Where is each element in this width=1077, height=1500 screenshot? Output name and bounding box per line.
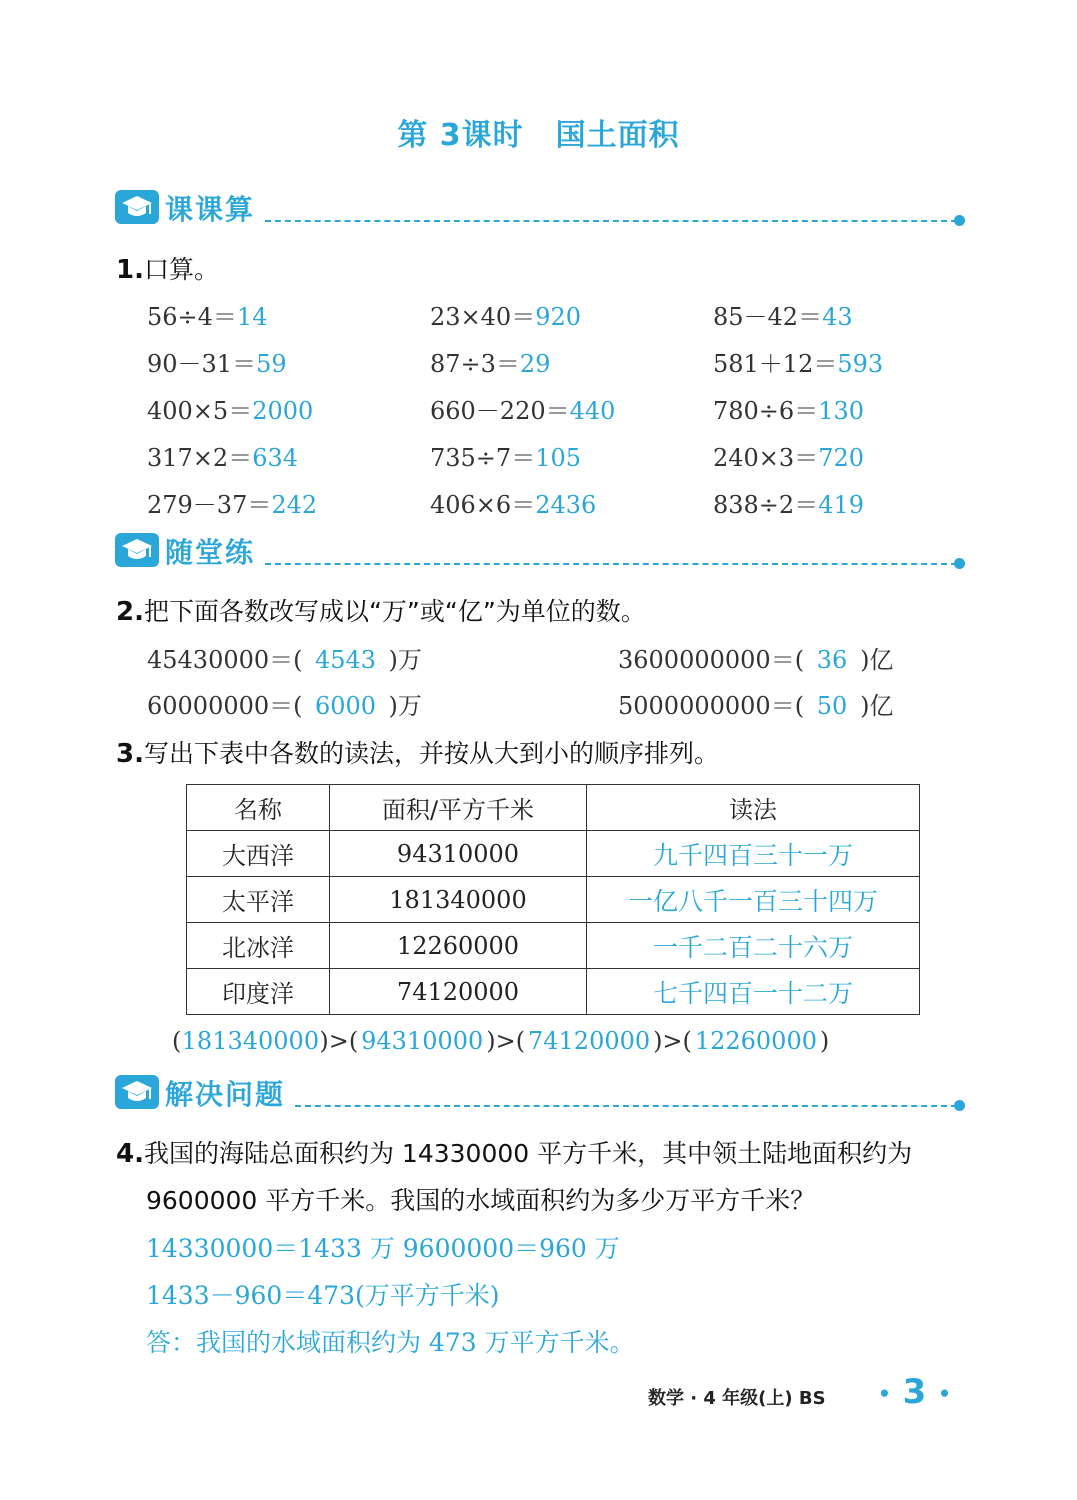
table-row: 北冰洋 12260000 一千二百二十六万 — [187, 923, 920, 969]
section-label: 课课算 — [165, 193, 256, 226]
calc-expression: 23×40＝ — [430, 303, 536, 331]
question-4-line-2: 9600000 平方千米。我国的水域面积约为多少万平方千米？ — [146, 1186, 816, 1215]
footer-subject: 数学 · 4 年级(上) BS — [648, 1388, 826, 1409]
table-header-row — [187, 785, 920, 831]
calc-item — [147, 485, 317, 520]
calc-expression: 660－220＝ — [430, 397, 570, 425]
page-number: • 3 • — [878, 1372, 951, 1412]
column-header: 名称 — [187, 785, 330, 831]
divider-dot — [954, 1100, 965, 1111]
calc-expression: 87÷3＝ — [430, 350, 520, 378]
calc-item — [430, 485, 596, 520]
calc-expression: 735÷7＝ — [430, 444, 536, 472]
calc-answer: 43 — [822, 303, 853, 331]
calc-item — [430, 344, 550, 379]
calc-expression: 56÷4＝ — [147, 303, 237, 331]
rewrite-item: 5000000000＝( 50 )亿 — [618, 692, 894, 720]
calc-expression: 581＋12＝ — [713, 350, 838, 378]
rewrite-item: 45430000＝( 4543 )万 — [147, 646, 422, 674]
graduation-cap-icon — [115, 190, 159, 224]
calc-answer: 59 — [256, 350, 287, 378]
lesson-number: 第 3课时 — [397, 118, 524, 153]
calc-expression: 406×6＝ — [430, 491, 536, 519]
section-header-class-practice — [115, 533, 965, 569]
rewrite-item: 60000000＝( 6000 )万 — [147, 692, 422, 720]
calc-item — [147, 344, 287, 379]
calc-answer: 634 — [252, 444, 298, 472]
calc-item — [713, 485, 864, 520]
calc-expression: 780÷6＝ — [713, 397, 819, 425]
divider — [265, 220, 957, 222]
question-2-heading: 2.把下面各数改写成以“万”或“亿”为单位的数。 — [116, 597, 646, 627]
calc-answer: 720 — [818, 444, 864, 472]
section-label: 解决问题 — [165, 1078, 286, 1111]
table-row: 印度洋 74120000 七千四百一十二万 — [187, 969, 920, 1015]
calc-expression: 838÷2＝ — [713, 491, 819, 519]
calc-expression: 240×3＝ — [713, 444, 819, 472]
calc-expression: 85－42＝ — [713, 303, 823, 331]
calc-item — [430, 438, 581, 473]
solution-step-2: 1433－960＝473(万平方千米) — [146, 1281, 500, 1310]
calc-answer: 130 — [818, 397, 864, 425]
calc-item — [713, 297, 853, 332]
divider-dot — [954, 558, 965, 569]
lesson-topic: 国土面积 — [555, 118, 680, 153]
calc-answer: 242 — [271, 491, 318, 519]
question-1-heading: 1.口算。 — [116, 255, 219, 285]
solution-answer: 答：我国的水域面积约为 473 万平方千米。 — [146, 1328, 635, 1357]
calc-answer: 2436 — [535, 491, 597, 519]
table-row: 太平洋 181340000 一亿八千一百三十四万 — [187, 877, 920, 923]
rewrite-item: 3600000000＝( 36 )亿 — [618, 646, 894, 674]
calc-item — [147, 438, 298, 473]
calc-expression: 90－31＝ — [147, 350, 257, 378]
page-title — [0, 110, 1077, 154]
calc-item — [713, 344, 883, 379]
calc-expression: 317×2＝ — [147, 444, 253, 472]
calc-answer: 593 — [837, 350, 884, 378]
calc-item — [147, 297, 267, 332]
ordering-line: (181340000)>( 94310000 )>( 74120000 )>( 12260000 ) — [172, 1027, 830, 1055]
calc-answer: 105 — [535, 444, 581, 472]
calc-answer: 2000 — [252, 397, 314, 425]
calc-answer: 29 — [519, 350, 551, 378]
calc-expression: 279－37＝ — [147, 491, 272, 519]
table-row: 大西洋 94310000 九千四百三十一万 — [187, 831, 920, 877]
calc-item — [713, 438, 864, 473]
graduation-cap-icon — [115, 533, 159, 567]
question-3-heading: 3.写出下表中各数的读法，并按从大到小的顺序排列。 — [116, 739, 719, 769]
divider — [265, 563, 957, 565]
section-label: 随堂练 — [165, 536, 256, 569]
calc-answer: 419 — [818, 491, 864, 519]
calc-expression: 400×5＝ — [147, 397, 253, 425]
calc-answer: 440 — [569, 397, 616, 425]
divider-dot — [954, 215, 965, 226]
section-header-practice-calc — [115, 190, 965, 226]
section-header-problem-solving — [115, 1075, 965, 1111]
solution-step-1: 14330000＝1433 万 9600000＝960 万 — [146, 1234, 620, 1263]
column-header: 面积/平方千米 — [330, 785, 587, 831]
calc-answer: 14 — [236, 303, 268, 331]
calc-item — [430, 297, 581, 332]
question-4-line-1: 4.我国的海陆总面积约为 14330000 平方千米，其中领土陆地面积约为 — [116, 1139, 913, 1169]
graduation-cap-icon — [115, 1075, 159, 1109]
calc-item — [147, 391, 313, 426]
divider — [295, 1105, 957, 1107]
calc-answer: 920 — [535, 303, 581, 331]
ocean-area-table — [186, 784, 920, 1015]
calc-item — [430, 391, 615, 426]
column-header: 读法 — [587, 785, 920, 831]
calc-item — [713, 391, 864, 426]
